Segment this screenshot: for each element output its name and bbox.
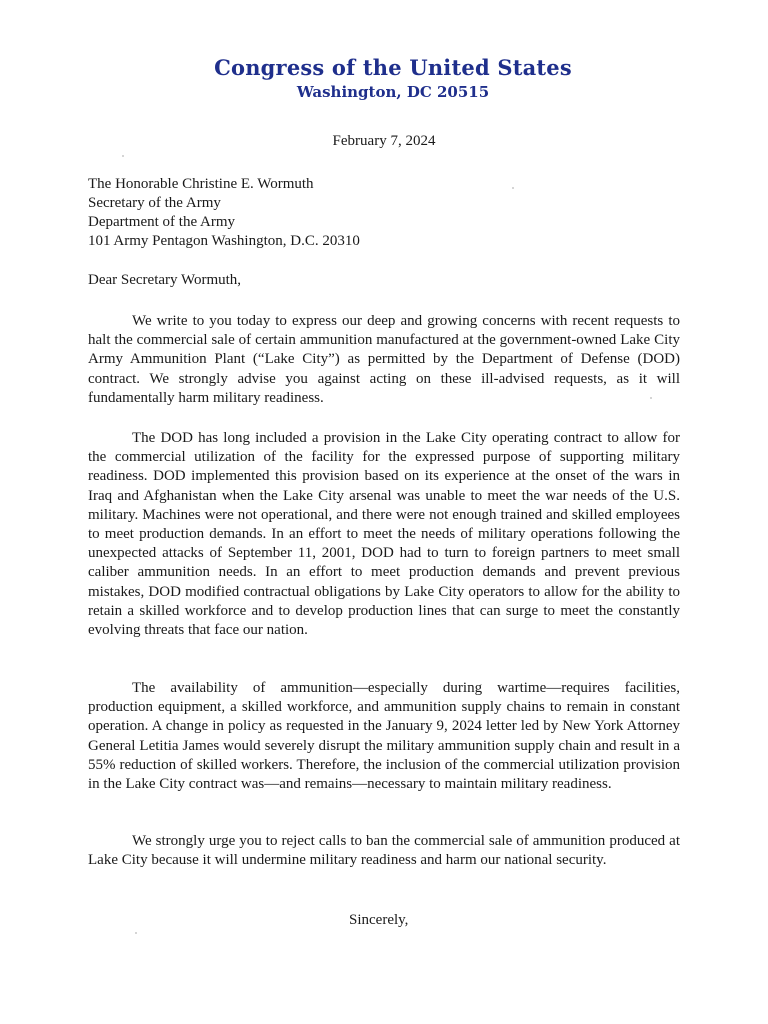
recipient-name: The Honorable Christine E. Wormuth xyxy=(88,176,314,192)
letterhead xyxy=(0,54,768,102)
recipient-title: Secretary of the Army xyxy=(88,195,221,211)
closing: Sincerely, xyxy=(349,912,409,928)
recipient-street-address: 101 Army Pentagon Washington, D.C. 20310 xyxy=(88,233,360,249)
recipient-address xyxy=(88,175,680,251)
scan-speck xyxy=(135,932,137,934)
paragraph-text: The DOD has long included a provision in the Lake City operating contract to allow for the commercial utilization of the facility for the expressed purpose of supporting military readiness. DOD implemented this provision based on its experience at the onset of the wars in Iraq and Afghanistan when the Lake City arsenal was unable to meet the war needs of the U.S. military. Machines were not operational, and there were not enough trained and skilled employees to meet production demands. In an effort to meet the needs of military operations following the unexpected attacks of September 11, 2001, DOD had to turn to foreign partners to meet small caliber ammunition needs. In an effort to meet production demands and prevent previous mistakes, DOD modified contractual obligations by Lake City operators to allow for the ability to retain a skilled workforce and to develop production lines that can surge to meet the constantly evolving threats that face our nation. xyxy=(88,430,680,639)
letterhead-location: Washington, DC 20515 xyxy=(296,83,490,101)
body-paragraph-4 xyxy=(88,832,680,870)
scan-speck xyxy=(650,397,652,399)
recipient-department: Department of the Army xyxy=(88,214,236,230)
letterhead-title: Congress of the United States xyxy=(214,55,572,80)
paragraph-text: We strongly urge you to reject calls to ban the commercial sale of ammunition produced at Lake City because it will undermine military readiness and harm our national security. xyxy=(88,833,680,869)
paragraph-text: We write to you today to express our deep and growing concerns with recent requests to halt the commercial sale of certain ammunition manufactured at the government-owned Lake City Army Ammunition Plant (“Lake City”) as permitted by the Department of Defense (DOD) contract. We strongly advise you against acting on these ill-advised requests, as it will fundamentally harm military readiness. xyxy=(88,313,680,406)
body-paragraph-1 xyxy=(88,312,680,408)
paragraph-text: The availability of ammunition—especially during wartime—requires facilities, production equipment, a skilled workforce, and ammunition supply chains to remain in constant operation. A change in policy as requested in the January 9, 2024 letter led by New York Attorney General Letitia James would severely disrupt the military ammunition supply chain and result in a 55% reduction of skilled workers. Therefore, the inclusion of the commercial utilization provision in the Lake City contract was—and remains—necessary to maintain military readiness. xyxy=(88,680,680,793)
salutation: Dear Secretary Wormuth, xyxy=(88,272,242,288)
body-paragraph-3 xyxy=(88,679,680,794)
body-paragraph-2 xyxy=(88,429,680,640)
scan-speck xyxy=(512,187,514,189)
letter-date: February 7, 2024 xyxy=(332,133,436,149)
scan-speck xyxy=(122,155,124,157)
